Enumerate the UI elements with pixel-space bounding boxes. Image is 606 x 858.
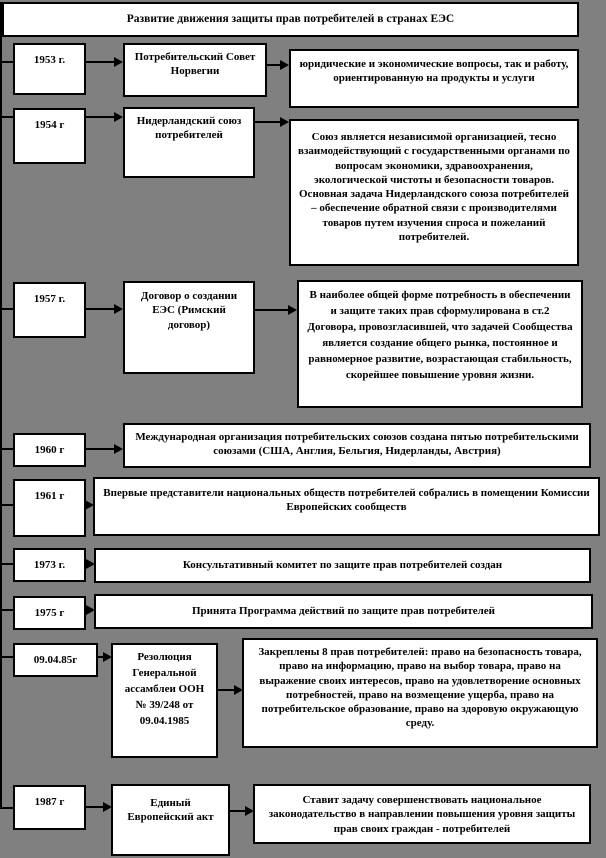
year-box-1954: 1954 г bbox=[13, 108, 86, 164]
connector-arrow bbox=[86, 56, 123, 68]
connector-line bbox=[0, 807, 14, 809]
year-box-090485: 09.04.85г bbox=[13, 643, 98, 677]
detail-box-1975: Принята Программа действий по защите прав потребителей bbox=[94, 594, 593, 629]
detail-box-1957: В наиболее общей форме потребность в обеспечении и защите таких прав сформулирована в ст.2 Договора, провозгласившей, что задачей Сообщества является создание общего рынка, постоянное и равномерное развитие, возрастающая стабильность, скорейшее повышение уровня жизни. bbox=[297, 280, 583, 408]
year-box-1960: 1960 г bbox=[13, 433, 86, 467]
connector-line bbox=[0, 61, 14, 63]
year-box-1953: 1953 г. bbox=[13, 43, 86, 95]
year-box-1973: 1973 г. bbox=[13, 548, 86, 582]
connector-arrow bbox=[255, 116, 289, 128]
detail-box-1953: юридические и экономические вопросы, так и работу, ориентированную на продукты и услуги bbox=[289, 49, 579, 108]
event-box-1954: Нидерландский союз потребителей bbox=[123, 107, 255, 178]
connector-arrow bbox=[255, 304, 297, 316]
detail-box-090485: Закреплены 8 прав потребителей: право на безопасность товара, право на информацию, право на выбор товара, право на выражение своих интересов, право на удовлетворение основных потребностей, право на возмещение ущерба, право на потребительское образование, право на здоровую окружающую среду. bbox=[242, 638, 598, 748]
diagram-title: Развитие движения защиты прав потребителей в странах ЕЭС bbox=[2, 2, 579, 37]
detail-box-1960: Международная организация потребительских союзов создана пятью потребительскими союзами (США, Англия, Бельгия, Нидерланды, Австрия) bbox=[123, 423, 591, 468]
connector-arrow bbox=[98, 651, 112, 663]
event-box-1957: Договор о создании ЕЭС (Римский договор) bbox=[123, 281, 255, 374]
timeline-spine bbox=[0, 2, 2, 809]
detail-box-1973: Консультативный комитет по защите прав потребителей создан bbox=[94, 548, 591, 583]
detail-box-1961: Впервые представители национальных обществ потребителей собрались в помещении Комиссии Европейских сообществ bbox=[93, 477, 600, 536]
year-box-1961: 1961 г bbox=[13, 479, 86, 537]
connector-arrow bbox=[86, 111, 123, 123]
connector-line bbox=[0, 563, 14, 565]
connector-arrow bbox=[86, 303, 123, 315]
year-box-1987: 1987 г bbox=[13, 785, 86, 830]
connector-line bbox=[0, 116, 14, 118]
year-box-1975: 1975 г bbox=[13, 596, 86, 630]
detail-box-1954: Союз является независимой организацией, тесно взаимодействующий с государственными органами по вопросам экономики, здравоохранения, экологической чистоты и безопасности товаров. Основная задача Нидерландского союза потребителей – обеспечение обратной связи с производителями товаров путем изучения спроса и пожеланий потребителей. bbox=[289, 119, 579, 266]
connector-arrow bbox=[230, 805, 254, 817]
event-box-1953: Потребительский Совет Норвегии bbox=[123, 43, 267, 97]
connector-arrow bbox=[267, 59, 289, 71]
connector-line bbox=[0, 448, 14, 450]
connector-arrow bbox=[218, 684, 243, 696]
connector-arrow bbox=[86, 801, 112, 813]
detail-box-1987: Ставит задачу совершенствовать национальное законодательство в направлении повышения уровня защиты прав своих граждан - потребителей bbox=[253, 784, 591, 844]
connector-line bbox=[0, 308, 14, 310]
connector-arrow bbox=[86, 443, 123, 455]
event-box-1987: Единый Европейский акт bbox=[111, 784, 230, 856]
connector-line bbox=[0, 609, 14, 611]
connector-line bbox=[0, 656, 14, 658]
connector-line bbox=[0, 504, 14, 506]
event-box-090485: Резолюция Генеральной ассамблеи ООН № 39/248 от 09.04.1985 bbox=[111, 643, 218, 758]
year-box-1957: 1957 г. bbox=[13, 282, 86, 338]
